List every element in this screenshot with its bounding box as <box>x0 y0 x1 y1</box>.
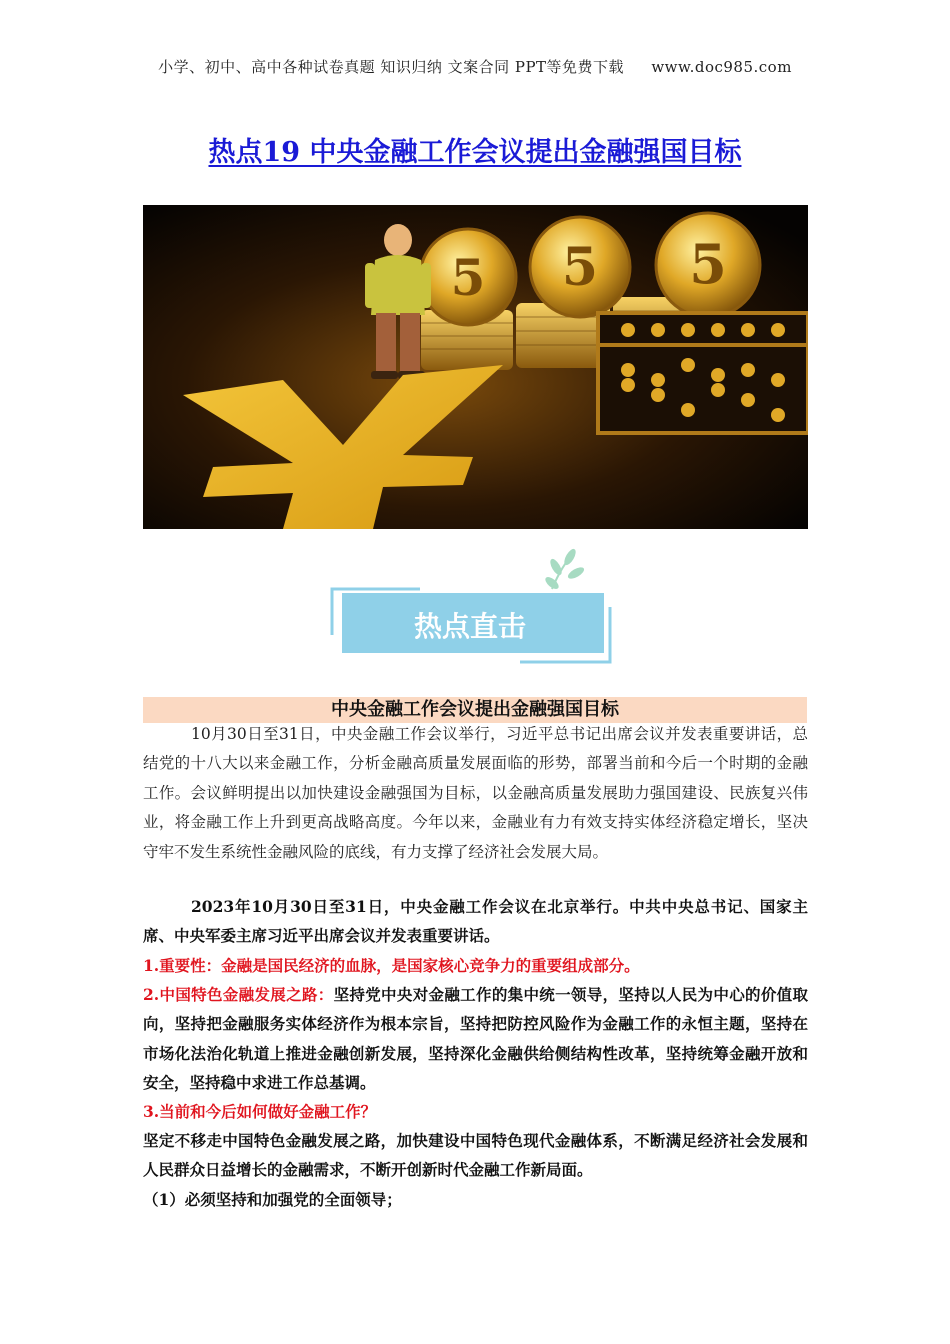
point2-text: 坚持党中央对金融工作的集中统一领导，坚持以人民为中心的价值取向，坚持把金融服务实体经济作为根本宗旨，坚持把防控风险作为金融工作的永恒主题，坚持在市场化法治化轨道上推进金融创新发展，坚持深化金融供给侧结构性改革，坚持统筹金融开放和安全，坚持稳中求进工作总基调。 <box>143 985 808 1093</box>
svg-text:5: 5 <box>689 232 727 296</box>
upright-coins <box>420 213 760 325</box>
svg-text:5: 5 <box>450 248 486 307</box>
banner-label: 热点直击 <box>413 610 527 643</box>
point-importance: 1.重要性：金融是国民经济的血脉，是国家核心竞争力的重要组成部分。 <box>143 956 640 975</box>
document-title[interactable]: 热点19 中央金融工作会议提出金融强国目标 <box>208 137 742 168</box>
point3-text: 坚定不移走中国特色金融发展之路，加快建设中国特色现代金融体系，不断满足经济社会发展和人民群众日益增长的金融需求，不断开创新时代金融工作新局面。 <box>143 1131 808 1180</box>
point-development-path <box>143 980 808 1098</box>
point2-label: 2.中国特色金融发展之路： <box>143 985 334 1004</box>
page-header <box>0 56 950 77</box>
svg-text:5: 5 <box>561 237 599 298</box>
abacus <box>598 313 808 433</box>
paragraph-meeting: 2023年10月30日至31日，中央金融工作会议在北京举行。中共中央总书记、国家主席、中央军委主席习近平出席会议并发表重要讲话。 <box>143 897 808 946</box>
section-heading: 中央金融工作会议提出金融强国目标 <box>143 697 807 723</box>
point-how-to: 3.当前和今后如何做好金融工作？ <box>143 1102 377 1121</box>
leaf-icon <box>543 547 585 591</box>
header-url[interactable]: www.doc985.com <box>651 58 792 76</box>
list-item-1: （1）必须坚持和加强党的全面领导； <box>143 1190 402 1209</box>
paragraph-intro: 10月30日至31日，中央金融工作会议举行，习近平总书记出席会议并发表重要讲话，总结党的十八大以来金融工作，分析金融高质量发展面临的形势，部署当前和今后一个时期的金融工作。会议鲜明提出以加快建设金融强国为目标，以金融高质量发展助力强国建设、民族复兴伟业，将金融工作上升到更高战略高度。今年以来，金融业有力有效支持实体经济稳定增长，坚决守牢不发生系统性金融风险的底线，有力支撑了经济社会发展大局。 <box>143 725 808 861</box>
hot-topic-banner <box>330 545 615 665</box>
header-tagline: 小学、初中、高中各种试卷真题 知识归纳 文案合同 PPT等免费下载 <box>158 58 625 76</box>
finance-photo <box>143 205 808 529</box>
